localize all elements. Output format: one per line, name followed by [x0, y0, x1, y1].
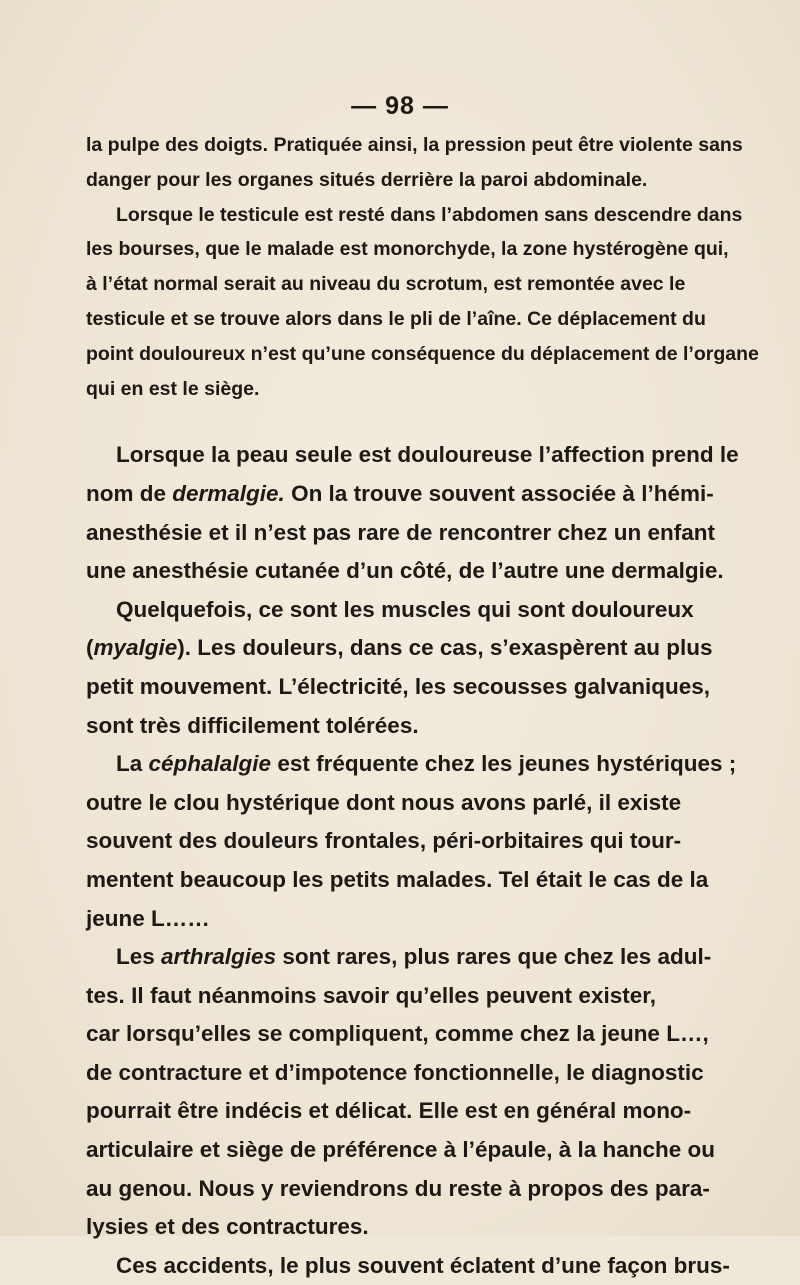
text-line: (myalgie). Les douleurs, dans ce cas, s’exaspèrent au plus — [86, 635, 713, 661]
text-line: la pulpe des doigts. Pratiquée ainsi, la pression peut être violente sans — [86, 134, 743, 156]
italic-term: dermalgie. — [172, 480, 285, 506]
text-line: jeune L…… — [86, 905, 210, 931]
text-line: Les arthralgies sont rares, plus rares que chez les adul- — [116, 944, 712, 970]
paragraph-dermalgie — [86, 436, 739, 590]
text-line: lysies et des contractures. — [86, 1214, 369, 1240]
text-line: à l’état normal serait au niveau du scrotum, est remontée avec le — [86, 273, 686, 296]
text-line: outre le clou hystérique dont nous avons parlé, il existe — [86, 789, 682, 815]
text-line: Lorsque la peau seule est douloureuse l’affection prend le — [116, 442, 739, 468]
text-line: les bourses, que le malade est monorchyde, la zone hystérogène qui, — [86, 238, 729, 261]
text-line: Lorsque le testicule est resté dans l’abdomen sans descendre dans — [116, 203, 743, 226]
text-line: point douloureux n’est qu’une conséquence du déplacement de l’organe — [86, 342, 759, 365]
text-line: une anesthésie cutanée d’un côté, de l’autre une dermalgie. — [86, 558, 724, 584]
page-number: — 98 — — [351, 92, 449, 120]
text-line: articulaire et siège de préférence à l’épaule, à la hanche ou — [86, 1137, 716, 1163]
text-line: au genou. Nous y reviendrons du reste à propos des para- — [86, 1175, 710, 1201]
text-line: petit mouvement. L’électricité, les secousses galvaniques, — [86, 673, 711, 699]
text-line: danger pour les organes situés derrière la paroi abdominale. — [86, 168, 648, 191]
paragraph-arthralgies — [86, 938, 716, 1247]
text-line: Ces accidents, le plus souvent éclatent d’une façon brus- — [116, 1252, 730, 1278]
italic-term: céphalalgie — [148, 751, 272, 777]
paragraph-myalgie — [86, 591, 713, 745]
text-line: qui en est le siège. — [86, 377, 260, 400]
paragraph-monorchid — [86, 198, 759, 407]
text-line: tes. Il faut néanmoins savoir qu’elles peuvent exister, — [86, 982, 656, 1008]
paragraph-cephalalgie — [86, 745, 737, 938]
text-line: La céphalalgie est fréquente chez les jeunes hystériques ; — [116, 751, 737, 777]
text-line: car lorsqu’elles se compliquent, comme chez la jeune L…, — [86, 1021, 709, 1047]
italic-term: arthralgies — [161, 944, 277, 970]
text-line: nom de dermalgie. On la trouve souvent associée à l’hémi- — [86, 480, 714, 506]
paragraph-gap — [86, 406, 656, 436]
text-line: anesthésie et il n’est pas rare de rencontrer chez un enfant — [86, 519, 715, 545]
text-line: souvent des douleurs frontales, péri-orbitaires qui tour- — [86, 828, 682, 854]
text-line: de contracture et d’impotence fonctionnelle, le diagnostic — [86, 1059, 704, 1085]
text-line: sont très difficilement tolérées. — [86, 712, 419, 738]
text-line: Quelquefois, ce sont les muscles qui sont douloureux — [116, 596, 694, 622]
body-text — [86, 128, 759, 1285]
italic-term: myalgie — [93, 635, 178, 661]
text-line: pourrait être indécis et délicat. Elle est en général mono- — [86, 1098, 692, 1124]
paragraph-accidents — [86, 1247, 730, 1285]
paragraph-continuation — [86, 128, 743, 198]
text-line: testicule et se trouve alors dans le pli de l’aîne. Ce déplacement du — [86, 307, 706, 330]
text-line: mentent beaucoup les petits malades. Tel était le cas de la — [86, 866, 709, 892]
